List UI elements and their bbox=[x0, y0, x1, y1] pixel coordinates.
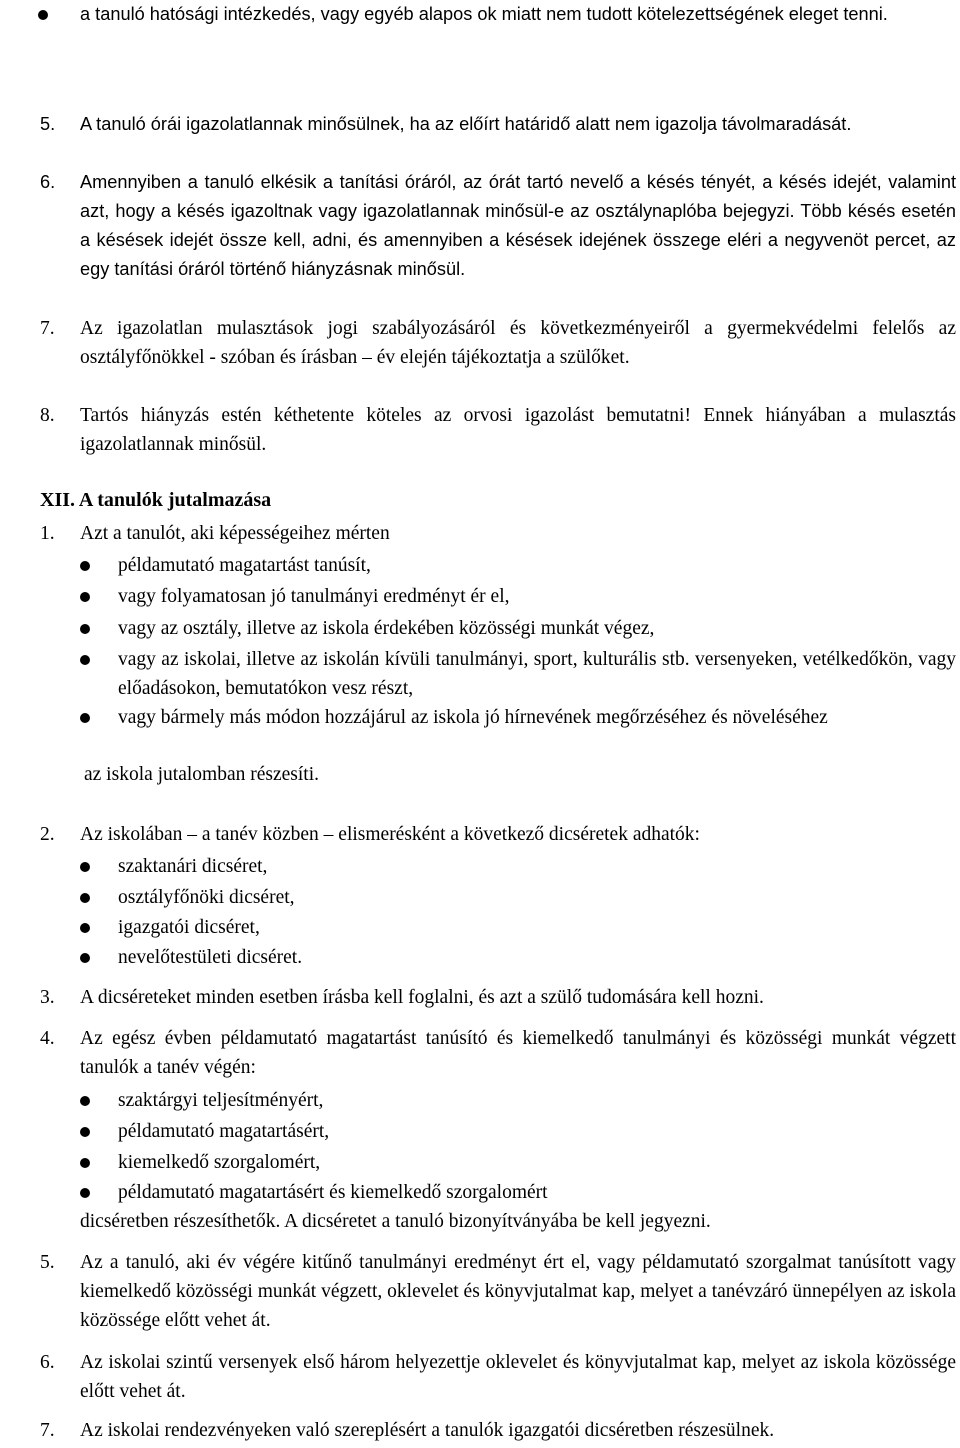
bullet-icon bbox=[80, 1158, 90, 1168]
bullet-text: vagy az osztály, illetve az iskola érdekében közösségi munkát végez, bbox=[118, 618, 655, 639]
paragraph: Az iskolai rendezvényeken való szereplésért a tanulók igazgatói dicséretben részesülnek. bbox=[80, 1420, 775, 1441]
paragraph: Tartós hiányzás estén kéthetente köteles az orvosi igazolást bemutatni! Ennek hiányában a mulasztás igazolatlannak minősül. bbox=[80, 405, 956, 455]
bullet-icon bbox=[80, 1096, 90, 1106]
list-item bbox=[0, 703, 960, 732]
paragraph: A tanuló órái igazolatlannak minősülnek, ha az előírt határidő alatt nem igazolja távolmaradását. bbox=[80, 114, 852, 134]
bullet-icon bbox=[80, 1188, 90, 1198]
list-item bbox=[0, 110, 960, 139]
list-item bbox=[0, 1148, 960, 1177]
item-number: 4. bbox=[40, 1028, 55, 1049]
list-item bbox=[0, 943, 960, 972]
bullet-text: példamutató magatartásért és kiemelkedő szorgalomért bbox=[118, 1182, 548, 1203]
bullet-text: kiemelkedő szorgalomért, bbox=[118, 1152, 321, 1173]
paragraph: Az egész évben példamutató magatartást tanúsító és kiemelkedő tanulmányi és közösségi munkát végzett tanulók a tanév végén: bbox=[80, 1028, 956, 1078]
bullet-text: vagy folyamatosan jó tanulmányi eredményt ér el, bbox=[118, 586, 510, 607]
bullet-text: vagy bármely más módon hozzájárul az iskola jó hírnevének megőrzéséhez és növeléséhez bbox=[118, 707, 828, 728]
bullet-icon bbox=[80, 624, 90, 634]
bullet-icon bbox=[80, 923, 90, 933]
bullet-icon bbox=[80, 655, 90, 665]
bullet-icon bbox=[80, 592, 90, 602]
bullet-icon bbox=[38, 10, 48, 20]
list-item bbox=[0, 852, 960, 881]
list-item bbox=[0, 645, 960, 703]
bullet-text: szaktárgyi teljesítményért, bbox=[118, 1090, 324, 1111]
bullet-text: szaktanári dicséret, bbox=[118, 856, 268, 877]
list-item bbox=[0, 519, 960, 548]
list-item bbox=[0, 1178, 960, 1207]
list-item bbox=[0, 314, 960, 372]
item-number: 6. bbox=[40, 172, 56, 192]
list-item bbox=[0, 983, 960, 1012]
item-number: 8. bbox=[40, 405, 55, 426]
list-item bbox=[0, 582, 960, 611]
list-item bbox=[0, 1348, 960, 1406]
bullet-icon bbox=[80, 893, 90, 903]
list-item bbox=[0, 820, 960, 849]
list-item bbox=[0, 401, 960, 459]
bullet-icon bbox=[80, 713, 90, 723]
paragraph: Az iskolában – a tanév közben – elismerésként a következő dicséretek adhatók: bbox=[80, 824, 700, 845]
bullet-icon bbox=[80, 561, 90, 571]
item-number: 6. bbox=[40, 1352, 55, 1373]
bullet-icon bbox=[80, 1127, 90, 1137]
bullet-icon bbox=[80, 862, 90, 872]
item-number: 2. bbox=[40, 824, 55, 845]
paragraph: Az igazolatlan mulasztások jogi szabályozásáról és következményeiről a gyermekvédelmi felelős az osztályfőnökkel - szóban és írásban – év elején tájékoztatja a szülőket. bbox=[80, 318, 956, 368]
list-item bbox=[0, 1248, 960, 1335]
list-item bbox=[0, 883, 960, 912]
list-item bbox=[0, 1024, 960, 1082]
list-item bbox=[0, 168, 960, 284]
item-number: 1. bbox=[40, 523, 55, 544]
section-heading: XII. A tanulók jutalmazása bbox=[40, 489, 272, 511]
item-number: 3. bbox=[40, 987, 55, 1008]
list-item bbox=[0, 1117, 960, 1146]
list-item bbox=[0, 551, 960, 580]
list-item bbox=[0, 760, 960, 789]
bullet-text: nevelőtestületi dicséret. bbox=[118, 947, 303, 968]
paragraph: Az iskolai szintű versenyek első három helyezettje oklevelet és könyvjutalmat kap, melyet az iskola közössége előtt vehet át. bbox=[80, 1352, 956, 1402]
paragraph: az iskola jutalomban részesíti. bbox=[84, 764, 320, 785]
list-item bbox=[0, 1207, 960, 1236]
list-item bbox=[0, 614, 960, 643]
item-number: 5. bbox=[40, 1252, 55, 1273]
paragraph: a tanuló hatósági intézkedés, vagy egyéb alapos ok miatt nem tudott kötelezettségének eleget tenni. bbox=[80, 4, 888, 24]
bullet-icon bbox=[80, 953, 90, 963]
item-number: 7. bbox=[40, 318, 55, 339]
bullet-text: példamutató magatartást tanúsít, bbox=[118, 555, 371, 576]
bullet-text: példamutató magatartásért, bbox=[118, 1121, 330, 1142]
paragraph: Amennyiben a tanuló elkésik a tanítási óráról, az órát tartó nevelő a késés tényét, a késés idejét, valamint azt, hogy a késés igazoltnak vagy igazolatlannak minősül-e az osztálynaplóba bejegyzi. Több késés esetén a késések idejét össze kell, adni, és amennyiben a késések idejének összege eléri a negyvenöt percet, az egy tanítási óráról történő hiányzásnak minősül. bbox=[80, 172, 956, 279]
paragraph: A dicséreteket minden esetben írásba kell foglalni, és azt a szülő tudomására kell hozni. bbox=[80, 987, 764, 1008]
paragraph: Azt a tanulót, aki képességeihez mérten bbox=[80, 523, 390, 544]
paragraph: Az a tanuló, aki év végére kitűnő tanulmányi eredményt ért el, vagy példamutató szorgalmat tanúsított vagy kiemelkedő közösségi munkát végzett, oklevelet és könyvjutalmat kap, melyet a tanévzáró ünnepélyen az iskola közössége előtt vehet át. bbox=[80, 1252, 956, 1331]
list-item bbox=[0, 1416, 960, 1445]
bullet-text: vagy az iskolai, illetve az iskolán kívüli tanulmányi, sport, kulturális stb. versenyeken, vetélkedőkön, vagy előadásokon, bemutatókon vesz részt, bbox=[118, 649, 956, 699]
list-item bbox=[0, 913, 960, 942]
item-number: 5. bbox=[40, 114, 56, 134]
bullet-text: osztályfőnöki dicséret, bbox=[118, 887, 295, 908]
bullet-text: igazgatói dicséret, bbox=[118, 917, 260, 938]
list-item bbox=[0, 1086, 960, 1115]
list-item bbox=[0, 0, 960, 29]
item-number: 7. bbox=[40, 1420, 55, 1441]
paragraph: dicséretben részesíthetők. A dicséretet a tanuló bizonyítványába be kell jegyezni. bbox=[80, 1211, 711, 1232]
